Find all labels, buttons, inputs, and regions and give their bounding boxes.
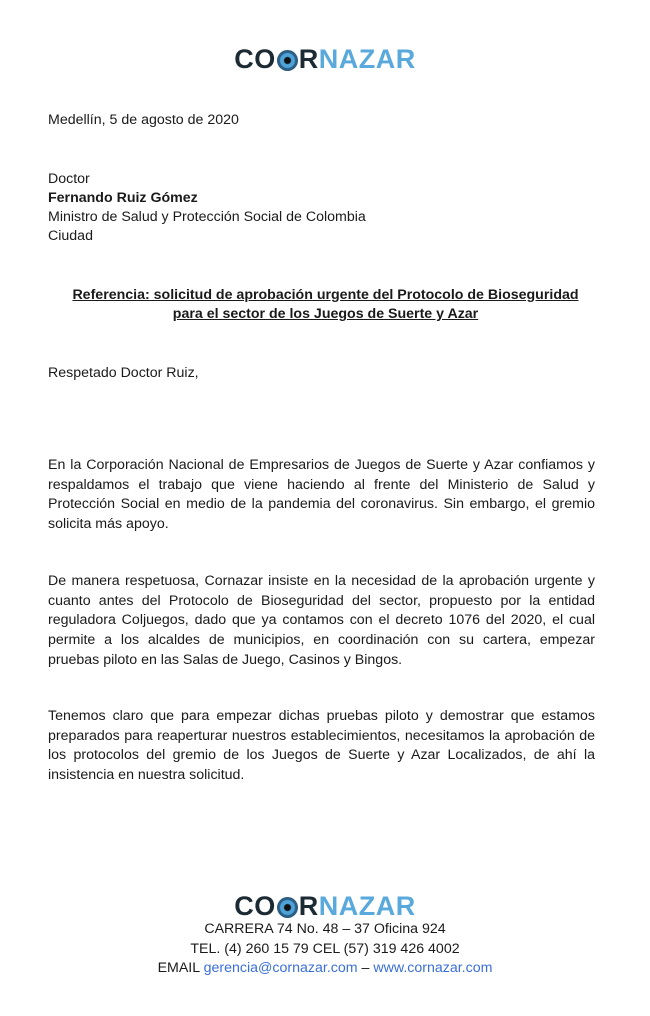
footer-contact — [0, 959, 650, 979]
logo-text-mid: R — [298, 44, 319, 74]
logo-text-dark: CO — [234, 44, 276, 74]
logo-text-mid: R — [298, 891, 319, 921]
paragraph-3: Tenemos claro que para empezar dichas pruebas piloto y demostrar que estamos preparados para reaperturar nuestros establecimientos, necesitamos la aprobación de los protocolos del gremio de los Juegos de Suerte y Azar Localizados, de ahí la insistencia en nuestra solicitud. — [48, 708, 595, 784]
footer-address: CARRERA 74 No. 48 – 37 Oficina 924 — [204, 921, 446, 937]
paragraph-1: En la Corporación Nacional de Empresarios de Juegos de Suerte y Azar confiamos y respaldamos el trabajo que viene haciendo al frente del Ministerio de Salud y Protección Social en medio de la pandemia del coronavirus. Sin embargo, el gremio solicita más apoyo. — [48, 457, 595, 533]
date-line: Medellín, 5 de agosto de 2020 — [48, 112, 239, 128]
footer-email-link[interactable]: gerencia@cornazar.com — [203, 960, 358, 976]
recipient-position: Ministro de Salud y Protección Social de Colombia — [48, 209, 366, 225]
cornazar-logo-top — [0, 44, 650, 74]
recipient-title: Doctor — [48, 171, 90, 187]
footer-separator: – — [361, 960, 370, 976]
footer-phone: TEL. (4) 260 15 79 CEL (57) 319 426 4002 — [190, 941, 460, 957]
recipient-city: Ciudad — [48, 228, 93, 244]
reference-line-1: Referencia: solicitud de aprobación urgente del Protocolo de Bioseguridad — [72, 287, 579, 303]
salutation: Respetado Doctor Ruiz, — [48, 365, 199, 381]
logo-text-blue: NAZAR — [318, 44, 416, 74]
logo-eye-icon — [277, 50, 298, 71]
footer-email-label: EMAIL — [157, 960, 200, 976]
cornazar-logo-bottom — [0, 891, 650, 921]
paragraph-2: De manera respetuosa, Cornazar insiste en la necesidad de la aprobación urgente y cuanto antes del Protocolo de Bioseguridad del sector, propuesto por la entidad reguladora Coljuegos, dado que ya contamos con el decreto 1076 del 2020, el cual permite a los alcaldes de municipios, en coordinación con su cartera, empezar pruebas piloto en las Salas de Juego, Casinos y Bingos. — [48, 573, 595, 668]
logo-text-blue: NAZAR — [318, 891, 416, 921]
reference-line-2: para el sector de los Juegos de Suerte y Azar — [172, 306, 479, 322]
recipient-name: Fernando Ruiz Gómez — [48, 190, 198, 206]
logo-eye-icon — [277, 897, 298, 918]
footer-website-link[interactable]: www.cornazar.com — [373, 960, 493, 976]
logo-text-dark: CO — [234, 891, 276, 921]
